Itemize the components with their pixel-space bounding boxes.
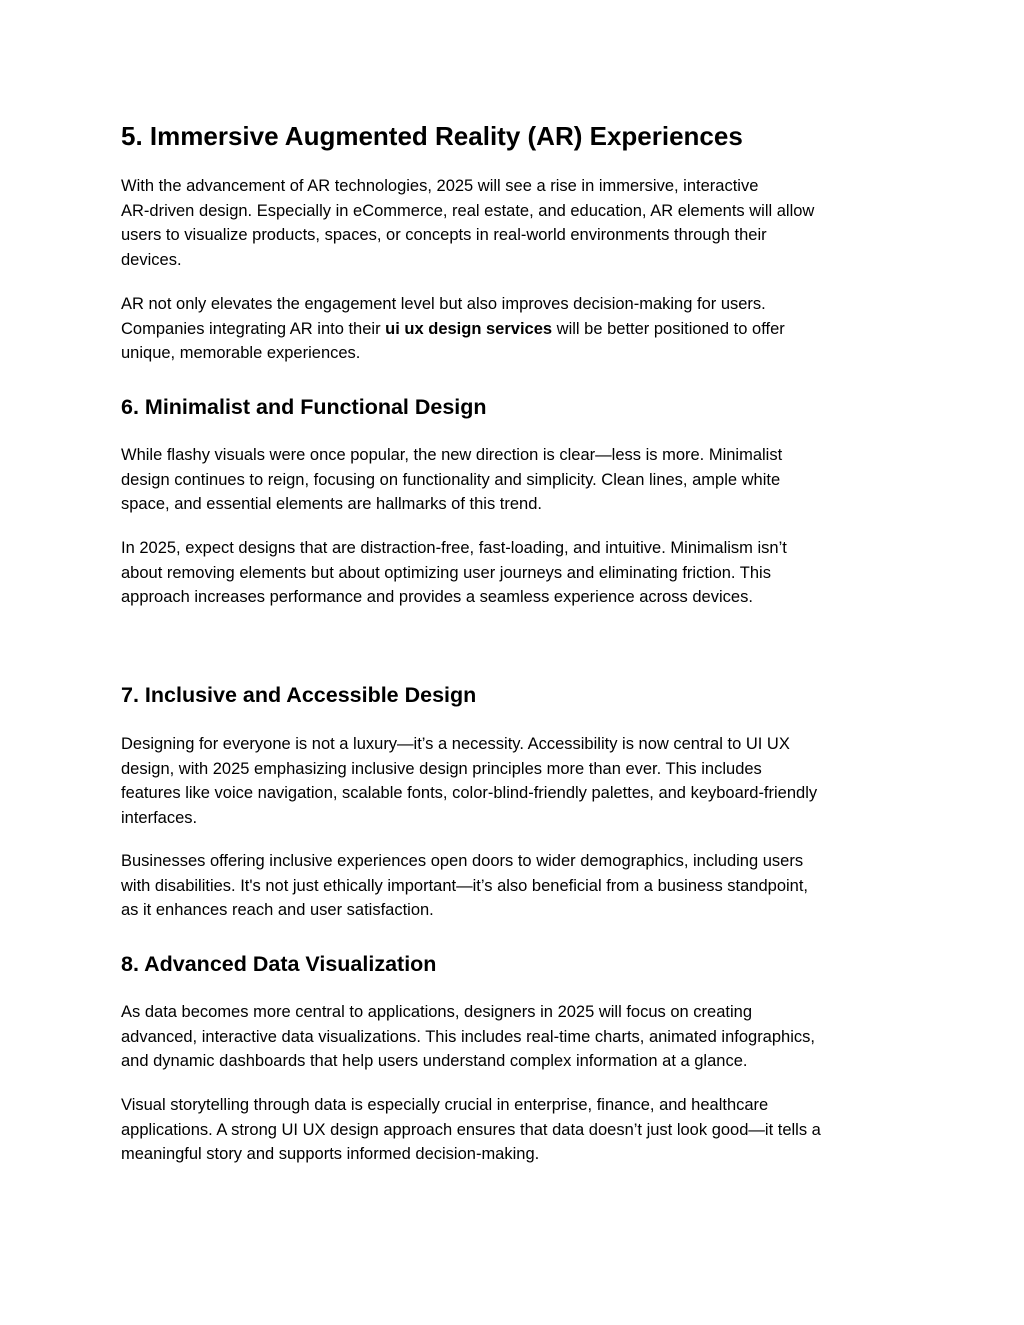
section-5-heading: 5. Immersive Augmented Reality (AR) Experiences: [121, 121, 743, 151]
section-6-paragraph-1: [121, 443, 907, 517]
text-line: With the advancement of AR technologies, 2025 will see a rise in immersive, interactive: [121, 177, 759, 195]
text-line: unique, memorable experiences.: [121, 344, 361, 362]
section-5-paragraph-1: [121, 174, 907, 272]
section-7-heading: 7. Inclusive and Accessible Design: [121, 683, 477, 707]
section-6-heading: 6. Minimalist and Functional Design: [121, 395, 487, 419]
section-8-paragraph-1: [121, 1000, 907, 1074]
section-6-paragraph-2: [121, 536, 907, 610]
text-line: design continues to reign, focusing on functionality and simplicity. Clean lines, ample white: [121, 470, 781, 489]
text-line: meaningful story and supports informed decision-making.: [121, 1145, 540, 1163]
text-line: While flashy visuals were once popular, the new direction is clear—less is more. Minimalist: [121, 446, 783, 464]
text-line: with disabilities. It's not just ethically important—it’s also beneficial from a business standpoint,: [121, 876, 809, 895]
text-line: about removing elements but about optimizing user journeys and eliminating friction. This: [121, 563, 771, 582]
text-line: interfaces.: [121, 808, 198, 827]
text-line: As data becomes more central to applications, designers in 2025 will focus on creating: [121, 1003, 753, 1021]
text-line: as it enhances reach and user satisfaction.: [121, 901, 434, 919]
text-line: Businesses offering inclusive experiences open doors to wider demographics, including users: [121, 852, 804, 870]
text-line: devices.: [121, 250, 182, 269]
text-line: AR not only elevates the engagement level but also improves decision-making for users.: [121, 295, 766, 313]
section-8-paragraph-2: [121, 1093, 907, 1167]
text-line: features like voice navigation, scalable fonts, color-blind-friendly palettes, and keyboard-friendly: [121, 784, 818, 802]
section-5-paragraph-2: [121, 292, 907, 366]
text-line: users to visualize products, spaces, or concepts in real-world environments through their: [121, 226, 767, 244]
text-line: AR-driven design. Especially in eCommerce, real estate, and education, AR elements will allow: [121, 201, 815, 220]
text-line: Designing for everyone is not a luxury—it’s a necessity. Accessibility is now central to UI UX: [121, 735, 790, 753]
text-line: and dynamic dashboards that help users understand complex information at a glance.: [121, 1052, 748, 1070]
text-line: design, with 2025 emphasizing inclusive design principles more than ever. This includes: [121, 759, 762, 778]
text-line: Visual storytelling through data is especially crucial in enterprise, finance, and healthcare: [121, 1096, 769, 1114]
text-segment: Companies integrating AR into their: [121, 319, 386, 338]
section-8-heading: 8. Advanced Data Visualization: [121, 952, 437, 976]
section-7-paragraph-2: [121, 849, 907, 923]
text-line: applications. A strong UI UX design approach ensures that data doesn’t just look good—it tells a: [121, 1120, 821, 1139]
text-line: space, and essential elements are hallmarks of this trend.: [121, 495, 542, 513]
text-line: advanced, interactive data visualizations. This includes real-time charts, animated infographics,: [121, 1027, 815, 1046]
section-7-paragraph-1: [121, 732, 907, 830]
text-line: approach increases performance and provides a seamless experience across devices.: [121, 588, 753, 606]
text-line: In 2025, expect designs that are distraction-free, fast-loading, and intuitive. Minimalism isn’t: [121, 539, 787, 557]
text-segment: will be better positioned to offer: [552, 319, 785, 338]
bold-phrase: ui ux design services: [385, 319, 553, 338]
